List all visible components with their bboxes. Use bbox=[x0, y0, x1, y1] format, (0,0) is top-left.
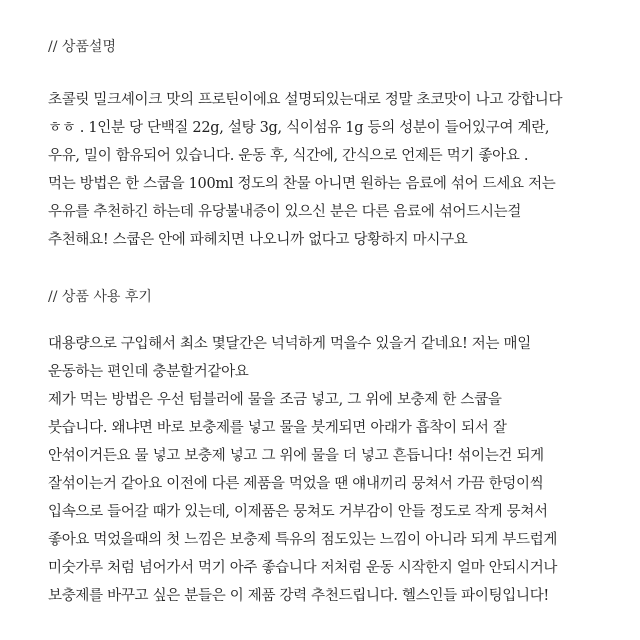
text-line: 초콜릿 밀크셰이크 맛의 프로틴이에요 설명되있는대로 정말 초코맛이 나고 강합니다 bbox=[48, 92, 563, 108]
text-line: 입속으로 들어갈 때가 있는데, 이제품은 뭉쳐도 거부감이 안들 정도로 작게 뭉쳐서 bbox=[48, 504, 548, 520]
text-line: 제가 먹는 방법은 우선 텀블러에 물을 조금 넣고, 그 위에 보충제 한 스쿱을 bbox=[48, 392, 502, 408]
text-line: 보충제를 바꾸고 싶은 분들은 이 제품 강력 추천드립니다. 헬스인들 파이팅입니다! bbox=[48, 588, 549, 604]
text-line: 우유, 밀이 함유되어 있습니다. 운동 후, 식간에, 간식으로 언제든 먹기 좋아요 . bbox=[48, 148, 529, 164]
text-line: 운동하는 편인데 충분할거같아요 bbox=[48, 364, 249, 380]
text-line: 미숫가루 처럼 넘어가서 먹기 아주 좋습니다 저처럼 운동 시작한지 얼마 안되시거나 bbox=[48, 560, 558, 576]
text-line: 좋아요 먹었을때의 첫 느낌은 보충제 특유의 점도있는 느낌이 아니라 되게 부드럽게 bbox=[48, 532, 558, 548]
section-heading: // 상품설명 bbox=[48, 39, 116, 55]
text-line: 대용량으로 구입해서 최소 몇달간은 넉넉하게 먹을수 있을거 같네요! 저는 매일 bbox=[48, 336, 531, 352]
text-line: ㅎㅎ . 1인분 당 단백질 22g, 설탕 3g, 식이섬유 1g 등의 성분이 들어있구여 계란, bbox=[48, 120, 550, 136]
text-line: 먹는 방법은 한 스쿱을 100ml 정도의 찬물 아니면 원하는 음료에 섞어 드세요 저는 bbox=[48, 176, 556, 192]
text-line: 추천해요! 스쿱은 안에 파헤치면 나오니까 없다고 당황하지 마시구요 bbox=[48, 232, 468, 248]
text-line: 잘섞이는거 같아요 이전에 다른 제품을 먹었을 땐 얘내끼리 뭉쳐서 가끔 한덩이씩 bbox=[48, 476, 544, 492]
text-line: 붓습니다. 왜냐면 바로 보충제를 넣고 물을 붓게되면 아래가 흡착이 되서 잘 bbox=[48, 420, 507, 436]
text-line: 안섞이거든요 물 넣고 보충제 넣고 그 위에 물을 더 넣고 흔듭니다! 섞이는건 되게 bbox=[48, 448, 544, 464]
section-heading: // 상품 사용 후기 bbox=[48, 289, 152, 305]
text-line: 우유를 추천하긴 하는데 유당불내증이 있으신 분은 다른 음료에 섞어드시는걸 bbox=[48, 204, 522, 220]
